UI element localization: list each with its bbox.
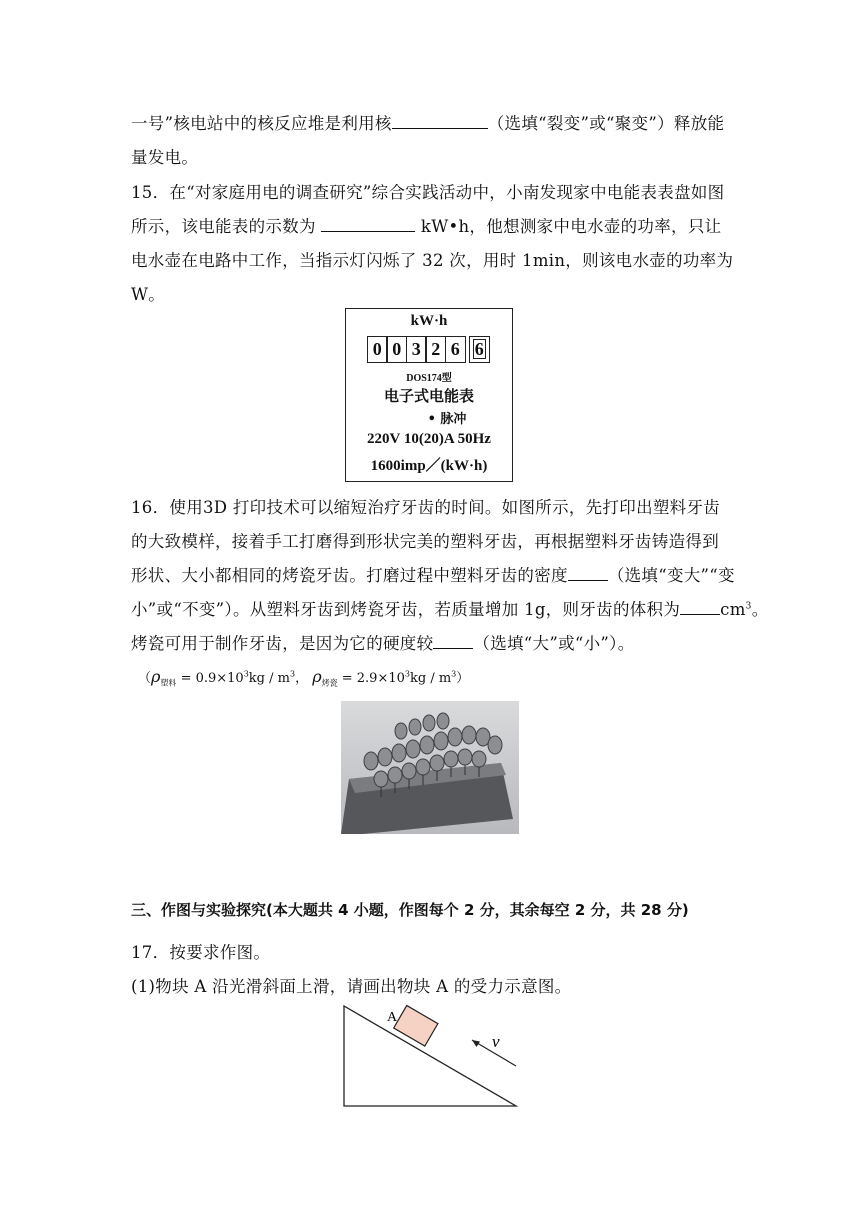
- q17-line-2: (1)物块 A 沿光滑斜面上滑，请画出物块 A 的受力示意图。: [131, 977, 572, 996]
- answer-blank[interactable]: [568, 564, 608, 582]
- meter-digit: 3: [406, 336, 427, 363]
- q15-line-2: 所示，该电能表的示数为 kW•h，他想测家中电水壶的功率，只让: [131, 213, 721, 237]
- density-formula: （$\rho_{塑料} = 0.9\times 10^3kg / m^3$， $\rho_{烤瓷} = 2.9\times 10^3kg / m^3$）: [138, 667, 470, 688]
- q16-line-3: 形状、大小都相同的烤瓷牙齿。打磨过程中塑料牙齿的密度 （选填“变大”“变: [131, 562, 735, 586]
- q17-line-1: 17．按要求作图。: [131, 943, 271, 962]
- q16-line-2: 的大致模样，接着手工打磨得到形状完美的塑料牙齿，再根据塑料牙齿铸造得到: [131, 532, 719, 551]
- q16-line-5: 烤瓷可用于制作牙齿，是因为它的硬度较 （选填“大”或“小”）。: [131, 630, 635, 654]
- meter-unit: kW·h: [410, 313, 448, 329]
- meter-type: 电子式电能表: [383, 387, 474, 405]
- meter-pulse-indicator: • 脉冲: [427, 412, 467, 427]
- q15-line-3: 电水壶在电路中工作，当指示灯闪烁了 32 次，用时 1min，则该电水壶的功率为: [131, 251, 734, 270]
- meter-digit: 6: [445, 336, 466, 363]
- q15-line-4: W。: [131, 285, 166, 304]
- velocity-label: v: [492, 1032, 500, 1051]
- q15-line-1: 15．在“对家庭用电的调查研究”综合实践活动中，小南发现家中电能表表盘如图: [131, 183, 725, 202]
- answer-blank[interactable]: [680, 598, 720, 616]
- meter-digits: [346, 336, 512, 363]
- printed-teeth-photo: [341, 701, 519, 834]
- answer-blank[interactable]: [321, 215, 415, 233]
- q16-line-4: 小”或“不变”）。从塑料牙齿到烤瓷牙齿，若质量增加 1g，则牙齿的体积为 $cm^3$。: [131, 596, 769, 620]
- block-a: [394, 1006, 438, 1047]
- meter-imp: 1600imp／(kW·h): [370, 458, 488, 474]
- block-a-label: A: [387, 1010, 398, 1025]
- meter-model: DOS174型: [406, 373, 452, 384]
- meter-digit: 0: [367, 336, 388, 363]
- meter-digit: 0: [386, 336, 407, 363]
- meter-digit-decimal: 6: [469, 336, 490, 363]
- meter-spec: 220V 10(20)A 50Hz: [367, 431, 491, 447]
- answer-blank[interactable]: [392, 112, 488, 130]
- q16-line-1: 16．使用3D 打印技术可以缩短治疗牙齿的时间。如图所示，先打印出塑料牙齿: [131, 498, 721, 517]
- q14-line-2: 量发电。: [131, 148, 199, 167]
- meter-digit: 2: [425, 336, 446, 363]
- q14-line-1: 一号”核电站中的核反应堆是利用核 （选填“裂变”或“聚变”）释放能: [131, 110, 724, 134]
- incline-diagram: [336, 1000, 526, 1110]
- section-title: 三、作图与实验探究(本大题共 4 小题，作图每个 2 分，其余每空 2 分，共 28 分): [131, 901, 689, 919]
- answer-blank[interactable]: [433, 632, 473, 650]
- electric-meter-panel: [345, 308, 513, 482]
